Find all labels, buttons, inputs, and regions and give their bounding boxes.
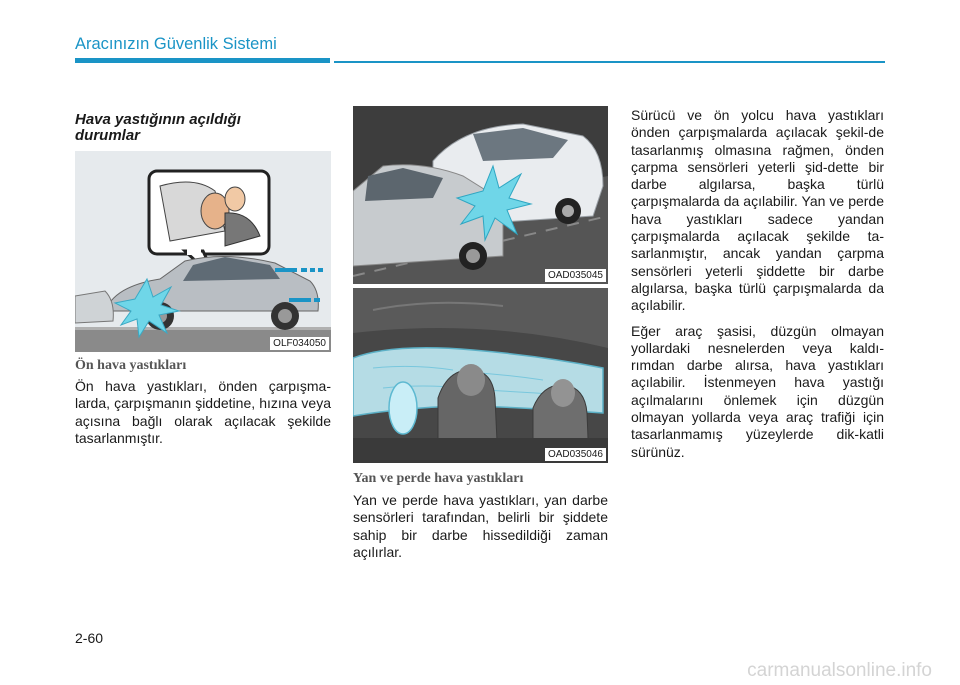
curtain-airbag-illustration [353, 288, 608, 463]
frontal-airbags-paragraph: Ön hava yastıkları, önden çarpışma-larda, çarpışmanın şiddetine, hızına veya açısına bağlı olarak açılacak şekilde tasarlanmıştır. [75, 378, 331, 446]
right-paragraph-2: Eğer araç şasisi, düzgün olmayan yollardaki nesnelerden veya kaldı-rımdan darbe alırsa, hava yastıkları açılabilir. İstenmeyen hava yastığı açılmalarını önlemek için düzgün olmayan yollarda veya araç trafiği için tasarlanmamış yüzeylerde dik-katli sürünüz. [631, 322, 884, 460]
header-rule [334, 61, 885, 63]
side-curtain-airbags-subheading: Yan ve perde hava yastıkları [353, 471, 524, 486]
left-text-block [75, 358, 331, 447]
page-number: 2-60 [75, 630, 104, 646]
side-impact-figure [353, 106, 608, 284]
frontal-airbags-subheading: Ön hava yastıkları [75, 358, 187, 373]
left-column [75, 112, 331, 144]
figure-label: OLF034050 [270, 337, 329, 350]
right-text-block [631, 107, 884, 469]
right-paragraph-1: Sürücü ve ön yolcu hava yastıkları önden çarpışmalarda açılacak şekil-de tasarlanmış olmasına rağmen, önden çarpma sensörleri yeterli şid-dette bir darbe algılarsa, başka türlü çarpışmalarda da açılabilir. Yan ve perde hava yastıkları sadece yandan çarpışmalarda açılacak şekilde ta-sarlanmıştır, ancak yandan çarpma sensörleri yeterli şiddette bir darbe algılarsa, başka türlü çarpışmalarda da açılabilir. [631, 107, 884, 314]
header-accent-bar [75, 58, 330, 63]
frontal-airbag-figure [75, 151, 331, 352]
figure-label: OAD035046 [545, 448, 606, 461]
curtain-airbag-figure [353, 288, 608, 463]
page-section-title: Aracınızın Güvenlik Sistemi [75, 35, 277, 53]
watermark: carmanualsonline.info [747, 660, 932, 681]
figure-label: OAD035045 [545, 269, 606, 282]
section-heading-line-2: durumlar [75, 127, 141, 144]
side-curtain-airbags-paragraph: Yan ve perde hava yastıkları, yan darbe sensörleri tarafından, belirli bir şiddete sahip bir darbe hissedildiği zaman açılırlar. [353, 492, 608, 560]
section-heading [75, 112, 331, 144]
section-heading-line-1: Hava yastığının açıldığı [75, 111, 241, 128]
frontal-crash-illustration [75, 151, 331, 352]
middle-text-block [353, 471, 608, 561]
side-impact-illustration [353, 106, 608, 284]
